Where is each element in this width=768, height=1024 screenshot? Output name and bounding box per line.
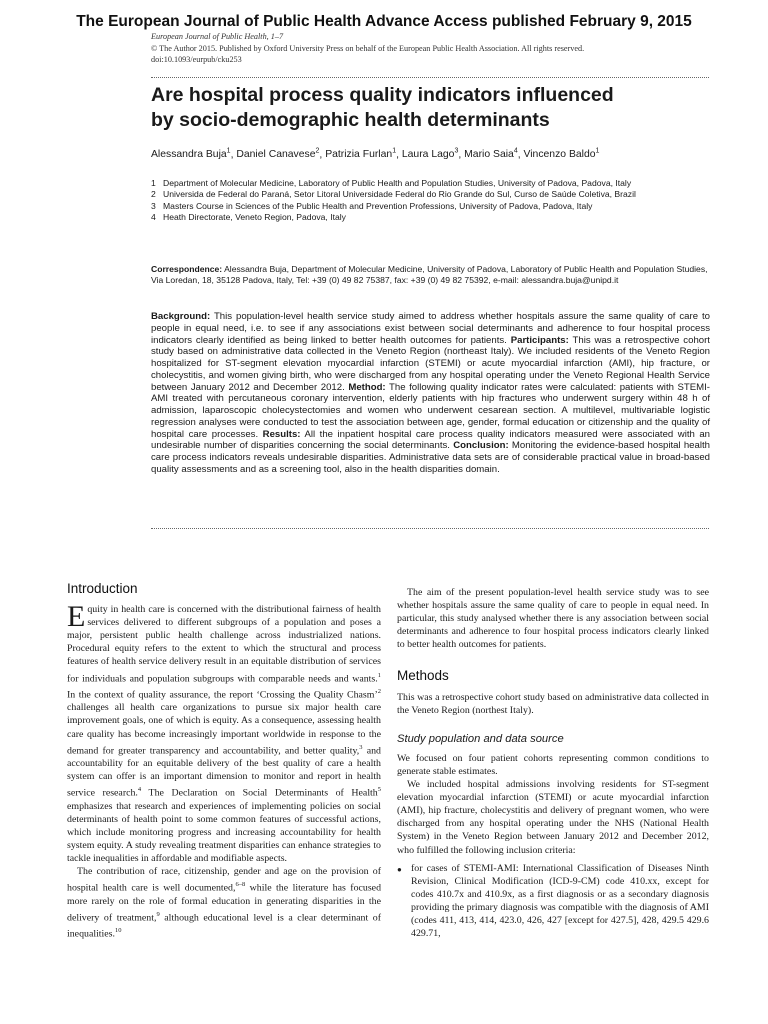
affiliation xyxy=(151,178,711,189)
affiliation xyxy=(151,201,711,212)
affiliation-text: Masters Course in Sciences of the Public Health and Prevention Professions, University of Padova, Padova, Italy xyxy=(163,200,593,211)
intro-text: quity in health care is concerned with the distributional fairness of health services delivered to different subgroups of a population and poses a major, persistent public health challenge across industrialized nations. Procedural equity refers to the extent to which the structural and process features of health service delivery result in an equitable distribution of services for individuals and population subgroups with comparable needs and wants. xyxy=(67,604,381,684)
citation-ref: 5 xyxy=(377,786,381,794)
study-population-heading: Study population and data source xyxy=(397,732,564,745)
intro-text: challenges all health care organizations to pursue six major health care improvement goals, one of which is equity. As a consequence, assessing health care quality has become increasingly important worldwide in response to the demand for greater transparency and accountability, and better quality, xyxy=(67,702,381,756)
introduction-heading: Introduction xyxy=(67,581,138,596)
advance-access-banner: The European Journal of Public Health Advance Access published February 9, 2015 xyxy=(76,13,692,30)
article-meta xyxy=(151,31,584,66)
abstract-method-label: Method: xyxy=(348,381,386,393)
affiliation-text: Universida de Federal do Paraná, Setor Litoral Universidade Federal do Rio Grande do Sul, Curso de Saúde Coletiva, Brazil xyxy=(163,189,636,200)
abstract-background: This population-level health service study aimed to address whether hospitals assure the same quality of care to people in equal need, i.e. to see if any associations exist between social determinants and adherence to four hospital process indicators clearly identified as being linked to better health outcomes for patients. xyxy=(151,311,710,346)
intro-paragraph-1 xyxy=(67,600,381,865)
author-name: Laura Lago xyxy=(401,149,455,161)
top-dotted-rule xyxy=(151,77,709,78)
correspondence xyxy=(151,264,711,287)
citation-ref: 10 xyxy=(115,927,122,935)
intro-text: The contribution of race, citizenship, gender and age on the provision of hospital health care is well documented, xyxy=(67,866,381,894)
affiliation xyxy=(151,189,711,200)
intro-text: although educational level is a clear determinant of inequalities. xyxy=(67,911,381,940)
citation-ref: 6–8 xyxy=(235,881,246,889)
affiliation-text: Department of Molecular Medicine, Laboratory of Public Health and Population Studies, University of Padova, Padova, Italy xyxy=(163,178,632,188)
affiliation xyxy=(151,212,711,223)
author-affiliation-mark: 4 xyxy=(513,148,518,155)
journal-citation: European Journal of Public Health, 1–7 xyxy=(151,32,284,41)
study-paragraph-2: We included hospital admissions involving residents for ST-segment elevation myocardial infarction (STEMI) or acute myocardial infarction (AMI), hip fracture, cholecystitis and delivery of pregnant women, who were discharged from any hospital operating under the NHS (National Health System) in the Veneto Region between January 2012 and December 2012, who fulfilled the following inclusion criteria: xyxy=(397,779,709,856)
methods-heading: Methods xyxy=(397,668,449,684)
citation-ref: 1 xyxy=(377,671,381,679)
author-affiliation-mark: 3 xyxy=(454,148,459,155)
author-name: Vincenzo Baldo xyxy=(523,149,596,161)
abstract-conclusion-label: Conclusion: xyxy=(453,440,509,452)
study-paragraph-1: We focused on four patient cohorts representing common conditions to generate stable estimates. xyxy=(397,752,709,777)
correspondence-label: Correspondence: xyxy=(151,264,223,274)
author xyxy=(325,149,396,160)
author-name: Patrizia Furlan xyxy=(325,149,393,161)
abstract-background-label: Background: xyxy=(151,311,211,322)
abstract-participants: This was a retrospective cohort study based on administrative data collected in the Veneto Region (northeast Italy). We included residents of the Veneto Region hospitalized for ST-segment elevation myocardial infarction (STEMI) or acute myocardial infarction (AMI), hip fracture, or cholecystitis, and women giving birth, who were discharged from any hospital operating under the Veneto Regional Health Service between January 2012 and December 2012. xyxy=(151,334,710,393)
right-column xyxy=(397,586,709,940)
intro-text: In the context of quality assurance, the report ‘Crossing the Quality Chasm’ xyxy=(67,689,378,701)
article-title xyxy=(151,83,711,133)
title-line-2: by socio-demographic health determinants xyxy=(151,109,550,131)
intro-text: while the literature has focused more rarely on the role of formal education in generating disparities in the delivery of treatment, xyxy=(67,882,382,923)
affiliation-number: 3 xyxy=(151,200,156,211)
author-name: Alessandra Buja xyxy=(151,149,227,161)
abstract-results-label: Results: xyxy=(262,428,301,440)
author-name: Daniel Canavese xyxy=(236,149,316,161)
citation-ref: 4 xyxy=(137,786,142,794)
intro-text: The Declaration on Social Determinants of Health xyxy=(141,787,378,799)
author-name: Mario Saia xyxy=(464,149,514,161)
affiliation-number: 4 xyxy=(151,211,156,222)
author xyxy=(464,149,518,160)
inclusion-criteria-text: for cases of STEMI-AMI: International Classification of Diseases Ninth Revision, Clinical Modification (ICD-9-CM) code 410.xx, except for codes 410.7x and 410.9x, as a first diagnosis or as a secondary diagnosis providing the primary diagnosis was compatible with the diagnosis of AMI (codes 411, 413, 414, 423.0, 426, 427 [except for 427.5], 428, 429.5 429.6 429.71, xyxy=(411,862,709,940)
left-column xyxy=(67,582,381,940)
intro-paragraph-2 xyxy=(67,865,381,940)
citation-ref: 3 xyxy=(359,743,363,751)
affiliation-number: 2 xyxy=(151,189,156,200)
title-line-1: Are hospital process quality indicators influenced xyxy=(151,84,614,106)
abstract-participants-label: Participants: xyxy=(510,334,569,346)
bullet-icon: ● xyxy=(397,864,402,874)
bottom-dotted-rule xyxy=(151,528,709,529)
abstract-conclusion: Monitoring the evidence-based hospital health care process indicators reveals undesirable disparities. Administrative data sets are of considerable practical value in broad-based quality assessments and as a screening tool, also in the health disparities domain. xyxy=(151,440,710,475)
inclusion-criteria-item xyxy=(397,862,709,941)
aim-paragraph: The aim of the present population-level health service study was to see whether hospitals assure the same quality of care to people in equal need. In particular, this study analysed whether there is any association between social determinants and adherence to four hospital process indicators clearly linked to better health outcomes for patients. xyxy=(397,587,709,651)
affiliation-list xyxy=(151,178,711,223)
intro-text: emphasizes that research and experiences of implementing policies on social determinants of health point to some common features of successful actions, which include monitoring progress and increasing accountability for health system equity. A study revealing treatment disparities can enhance strategies to tackle inequalities in affordable and modifiable aspects. xyxy=(67,800,381,864)
affiliation-number: 1 xyxy=(151,178,156,188)
citation-ref: 9 xyxy=(156,910,160,918)
author xyxy=(402,149,458,160)
abstract-method: The following quality indicator rates were calculated: patients with STEMI-AMI treated with percutaneous coronary intervention, elderly patients with hip fractures who underwent surgery within 48 h of admission, laparoscopic cholecystectomies and women who underwent cesarean section. A multilevel, multivariable logistic regression analyses were conducted to test the association between age, gender, formal education or citizenship and the quality of hospital care processes. xyxy=(151,381,710,440)
author-list: Alessandra Buja$^1$, Daniel Canavese$^2$, Patrizia Furlan$^1$, Laura Lago$^3$, Mario Saia$^4$, Vincenzo Baldo$^1$ xyxy=(151,148,600,161)
copyright-line: © The Author 2015. Published by Oxford University Press on behalf of the European Public Health Association. All rights reserved. xyxy=(151,43,585,53)
drop-cap: E xyxy=(67,600,86,634)
affiliation-text: Heath Directorate, Veneto Region, Padova, Italy xyxy=(163,211,346,222)
methods-paragraph: This was a retrospective cohort study based on administrative data collected in the Veneto Region (northest Italy). xyxy=(397,691,709,716)
author xyxy=(524,149,600,160)
intro-text: and accountability for an equitable delivery of the best quality of care a health system can offer is an important dimension to monitor and report in health service research. xyxy=(67,744,381,799)
abstract xyxy=(151,311,710,476)
abstract-results: All the inpatient hospital care process quality indicators measured were associated with an undesirable number of disparities concerning the social determinants. xyxy=(151,428,711,452)
author xyxy=(236,149,319,160)
correspondence-text: Alessandra Buja, Department of Molecular Medicine, University of Padova, Laboratory of Public Health and Population Studies, Via Loredan, 18, 35128 Padova, Italy, Tel: +39 (0) 49 82 75387, fax: +39 (0) 49 82 75392, e-mail: alessandra.buja@unipd.it xyxy=(151,264,708,286)
author-affiliation-mark: 2 xyxy=(315,148,320,155)
author-affiliation-mark: 1 xyxy=(392,148,397,155)
author xyxy=(151,149,231,160)
doi-line: doi:10.1093/eurpub/cku253 xyxy=(151,55,242,65)
author-affiliation-mark: 1 xyxy=(226,148,231,155)
author-affiliation-mark: 1 xyxy=(595,148,600,155)
citation-ref: 2 xyxy=(377,687,381,695)
